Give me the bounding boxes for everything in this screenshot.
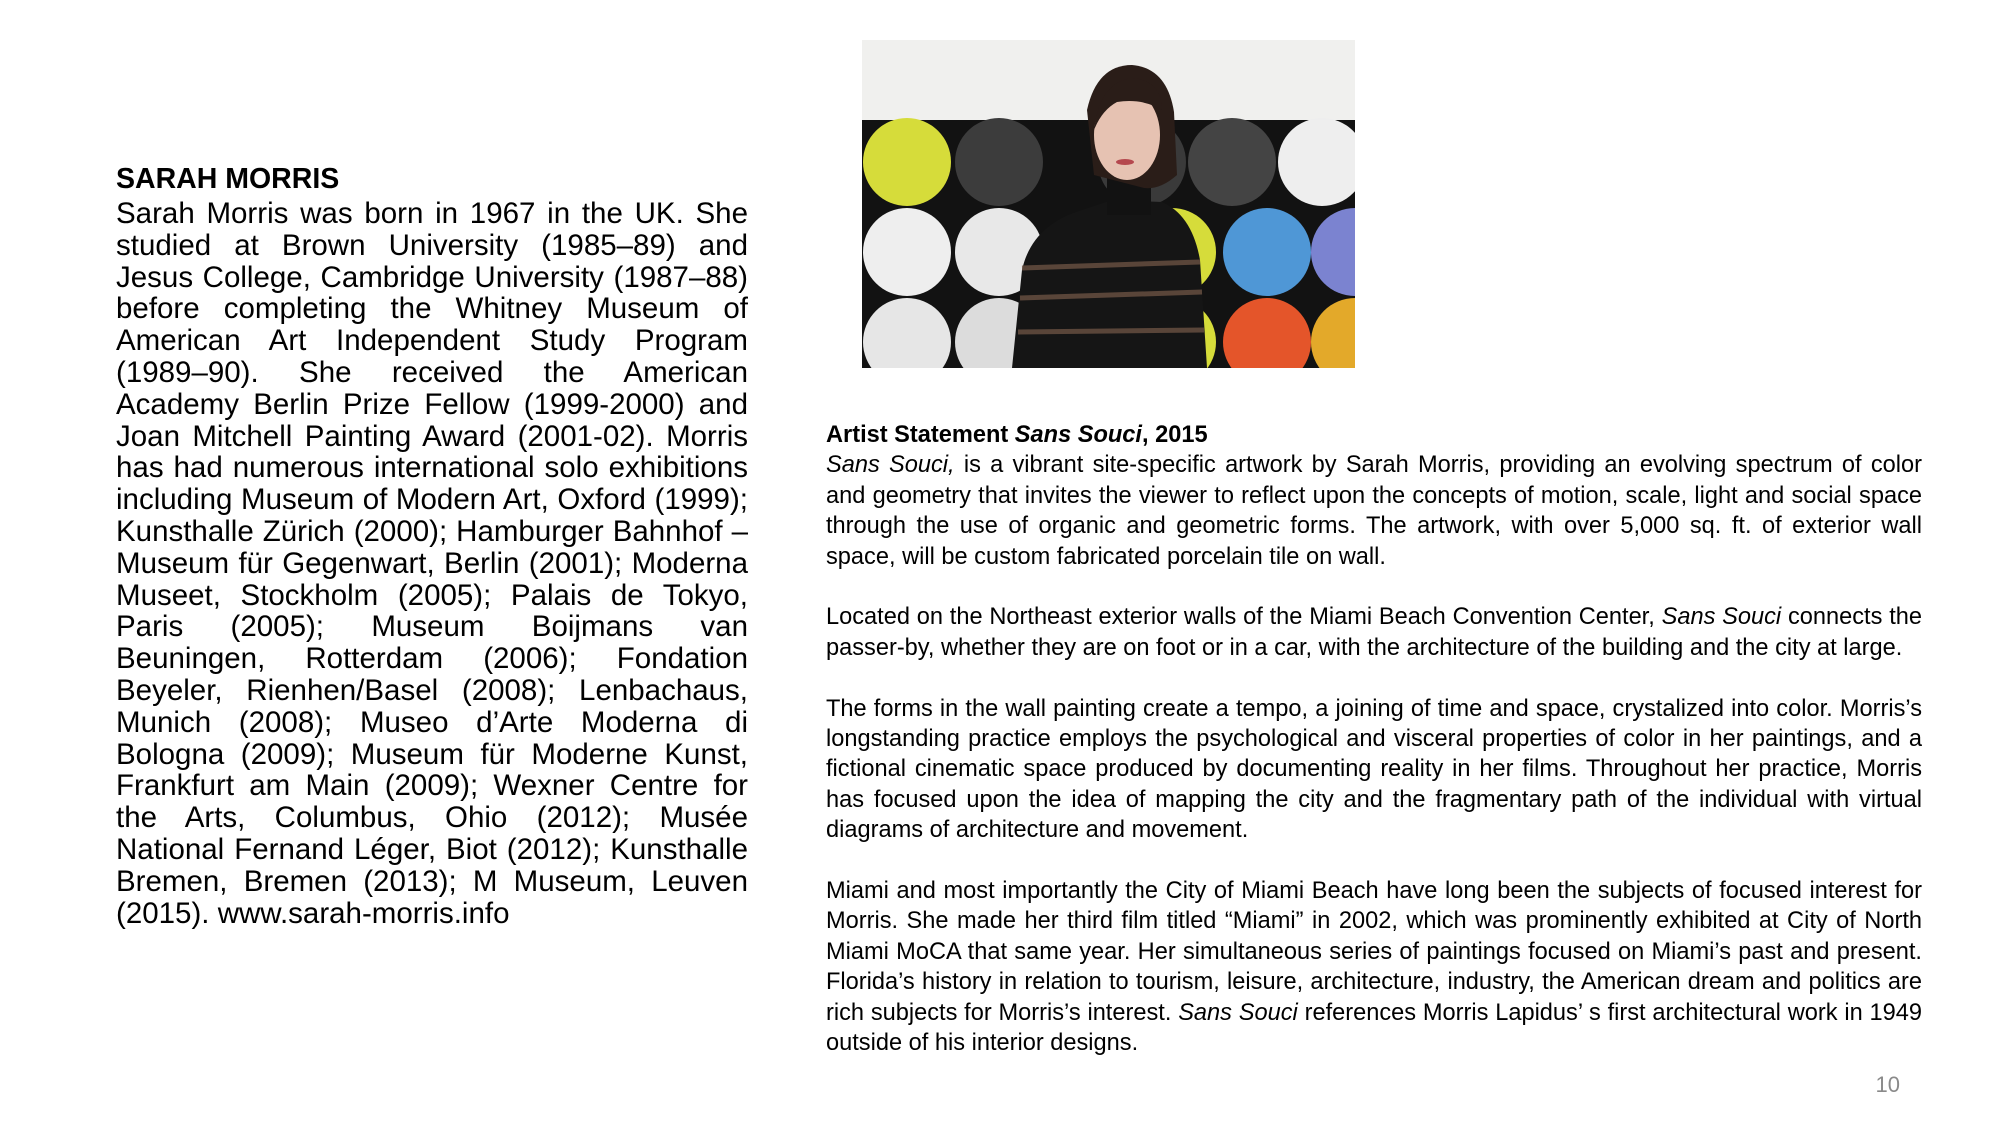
artist-statement (826, 420, 1922, 1058)
statement-paragraph-2: Located on the Northeast exterior walls of the Miami Beach Convention Center, Sans Souci connects the passer-by, whether they are on foot or in a car, with the architecture of the building and the city at large. (826, 604, 1922, 661)
statement-paragraph-4: Miami and most importantly the City of Miami Beach have long been the subjects of focused interest for Morris. She made her third film titled “Miami” in 2002, which was prominently exhibited at City of North Miami MoCA that same year. Her simultaneous series of paintings focused on Miami’s past and present. Florida’s history in relation to tourism, leisure, architecture, industry, the American dream and politics are rich subjects for Morris’s interest. Sans Souci references Morris Lapidus’ s first architectural work in 1949 outside of his interior designs. (826, 878, 1922, 1057)
statement-paragraph-3: The forms in the wall painting create a tempo, a joining of time and space, crystalized into color. Morris’s longstanding practice employs the psychological and visceral properties of color in her paintings, and a fictional cinematic space produced by documenting reality in her films. Throughout her practice, Morris has focused upon the idea of mapping the city and the fragmentary path of the individual with virtual diagrams of architecture and movement. (826, 695, 1922, 844)
bio-paragraph (116, 198, 748, 929)
artist-bio (116, 160, 748, 929)
statement-title: Artist Statement Sans Souci, 2015 (826, 422, 1208, 448)
portrait-illustration (862, 40, 1355, 368)
bio-text: Sarah Morris was born in 1967 in the UK. She studied at Brown University (1985–89) and Jesus College, Cambridge University (1987–88) before completing the Whitney Museum of American Art Independent Study Program (1989–90). She received the American Academy Berlin Prize Fellow (1999-2000) and Joan Mitchell Painting Award (2001-02). Morris has had numerous international solo exhibitions including Museum of Modern Art, Oxford (1999); Kunsthalle Zürich (2000); Hamburger Bahnhof – Museum für Gegenwart, Berlin (2001); Moderna Museet, Stockholm (2005); Palais de Tokyo, Paris (2005); Museum Boijmans van Beuningen, Rotterdam (2006); Fondation Beyeler, Rienhen/Basel (2008); Lenbachaus, Munich (2008); Museo d’Arte Moderna di Bologna (2009); Museum für Moderne Kunst, Frankfurt am Main (2009); Wexner Centre for the Arts, Columbus, Ohio (2012); Musée National Fernand Léger, Biot (2012); Kunsthalle Bremen, Bremen (2013); M Museum, Leuven (2015). (116, 197, 748, 930)
artist-name: SARAH MORRIS (116, 163, 340, 195)
artist-website[interactable]: www.sarah-morris.info (217, 896, 510, 930)
page-number: 10 (1875, 1072, 1900, 1097)
statement-paragraph-1: Sans Souci, is a vibrant site-specific artwork by Sarah Morris, providing an evolving spectrum of color and geometry that invites the viewer to reflect upon the concepts of motion, scale, light and social space through the use of organic and geometric forms. The artwork, with over 5,000 sq. ft. of exterior wall space, will be custom fabricated porcelain tile on wall. (826, 452, 1922, 570)
artist-portrait-photo (862, 40, 1355, 368)
